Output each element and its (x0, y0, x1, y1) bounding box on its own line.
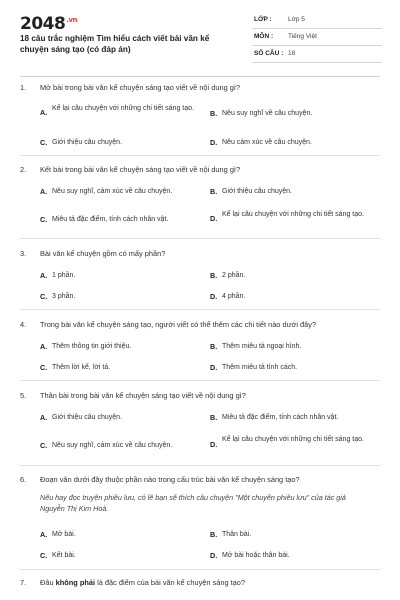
question-text: Thân bài trong bài văn kể chuyện sáng tạo viết về nội dung gì? (40, 391, 246, 400)
question-divider (20, 238, 380, 239)
meta-value: Lớp 5 (288, 16, 305, 23)
question-divider (20, 309, 380, 310)
option-text: Miêu tả đặc điểm, tính cách nhân vật. (52, 216, 169, 223)
option-letter: A. (40, 271, 48, 280)
option-letter: C. (40, 138, 48, 147)
logo-text: 2048 (20, 14, 66, 34)
option-letter: A. (40, 187, 48, 196)
option-text: Miêu tả đặc điểm, tính cách nhân vật. (222, 414, 339, 421)
question-divider (20, 380, 380, 381)
document-header (0, 0, 400, 72)
option-letter: D. (210, 292, 218, 301)
option-text: Thêm miêu tả ngoại hình. (222, 343, 302, 350)
header-divider (20, 76, 380, 77)
question-text: Kết bài trong bài văn kể chuyện sáng tạo viết về nội dung gì? (40, 165, 241, 174)
option-letter: D. (210, 214, 218, 223)
option-text: 1 phần. (52, 272, 76, 279)
question-number: 4. (20, 320, 27, 329)
question-divider (20, 155, 380, 156)
option-letter: C. (40, 292, 48, 301)
option-letter: A. (40, 108, 48, 117)
option-text: Kết bài. (52, 552, 76, 559)
meta-row-count (252, 46, 382, 63)
meta-row-subject (252, 29, 382, 46)
document-title: 18 câu trắc nghiệm Tìm hiểu cách viết bài văn kể chuyện sáng tạo (có đáp án) (20, 34, 210, 54)
meta-key: MÔN : (254, 33, 274, 40)
option-letter: B. (210, 109, 218, 118)
option-text: Giới thiệu câu chuyện. (52, 139, 122, 146)
question-number: 3. (20, 249, 27, 258)
question-text-suffix: là đặc điểm của bài văn kể chuyện sáng tạo? (95, 578, 246, 587)
option-text: 3 phần. (52, 293, 76, 300)
meta-key: SỐ CÂU : (254, 50, 284, 57)
option-text: Thêm lời kể, lời tả. (52, 364, 111, 371)
option-text: Thêm thông tin giới thiệu. (52, 343, 132, 350)
option-text: Nêu cảm xúc về câu chuyện. (222, 139, 312, 146)
question-divider (20, 569, 380, 570)
option-letter: D. (210, 440, 218, 449)
option-text: Mở bài. (52, 531, 76, 538)
question-text-emphasis: không phải (55, 578, 96, 587)
option-letter: D. (210, 363, 218, 372)
question-text: Đoạn văn dưới đây thuộc phần nào trong cấu trúc bài văn kể chuyện sáng tạo? (40, 475, 300, 484)
option-letter: C. (40, 363, 48, 372)
option-text: Nêu suy nghĩ, cảm xúc về câu chuyện. (52, 188, 173, 195)
option-text: Kể lại câu chuyện với những chi tiết sáng tạo. (222, 436, 364, 443)
question-text: Trong bài văn kể chuyện sáng tạo, người viết có thể thêm các chi tiết nào dưới đây? (40, 320, 317, 329)
meta-key: LỚP : (254, 16, 272, 23)
question-number: 7. (20, 578, 27, 587)
option-text: Kể lại câu chuyện với những chi tiết sáng tạo. (222, 211, 364, 218)
logo-suffix: .vn (66, 16, 78, 25)
question-number: 1. (20, 83, 27, 92)
option-text: 2 phần. (222, 272, 246, 279)
question-text-prefix: Đâu (40, 578, 56, 587)
option-letter: B. (210, 187, 218, 196)
meta-value: 18 (288, 50, 296, 57)
site-logo[interactable] (20, 14, 77, 34)
question-number: 6. (20, 475, 27, 484)
option-letter: B. (210, 342, 218, 351)
option-letter: A. (40, 530, 48, 539)
option-letter: A. (40, 413, 48, 422)
quoted-passage: Nếu hay đọc truyện phiêu lưu, có lẽ bạn sẽ thích câu chuyện "Một chuyến phiêu lưu" của tác giả Nguyễn Thị Kim Hoà. (40, 493, 346, 513)
option-text: Mở bài hoặc thân bài. (222, 552, 290, 559)
question-divider (20, 465, 380, 466)
question-text: Bài văn kể chuyện gồm có mấy phần? (40, 249, 166, 258)
option-letter: B. (210, 413, 218, 422)
option-text: Nêu suy nghĩ, cảm xúc về câu chuyện. (52, 442, 173, 449)
option-letter: B. (210, 530, 218, 539)
question-number: 5. (20, 391, 27, 400)
option-letter: C. (40, 441, 48, 450)
meta-table (252, 12, 382, 63)
option-text: 4 phần. (222, 293, 246, 300)
option-text: Nêu suy nghĩ về câu chuyện. (222, 110, 313, 117)
option-letter: C. (40, 215, 48, 224)
meta-value: Tiếng Việt (288, 33, 317, 40)
option-text: Kể lại câu chuyện với những chi tiết sáng tạo. (52, 105, 194, 112)
option-text: Thêm miêu tả tính cách. (222, 364, 298, 371)
option-letter: C. (40, 551, 48, 560)
option-text: Giới thiệu câu chuyện. (52, 414, 122, 421)
option-letter: D. (210, 551, 218, 560)
option-text: Giới thiệu câu chuyện. (222, 188, 292, 195)
question-text: Mở bài trong bài văn kể chuyện sáng tạo viết về nội dung gì? (40, 83, 241, 92)
question-text (40, 578, 375, 587)
option-letter: A. (40, 342, 48, 351)
option-letter: B. (210, 271, 218, 280)
meta-row-class (252, 12, 382, 29)
question-number: 2. (20, 165, 27, 174)
option-text: Thân bài. (222, 531, 252, 538)
option-letter: D. (210, 138, 218, 147)
